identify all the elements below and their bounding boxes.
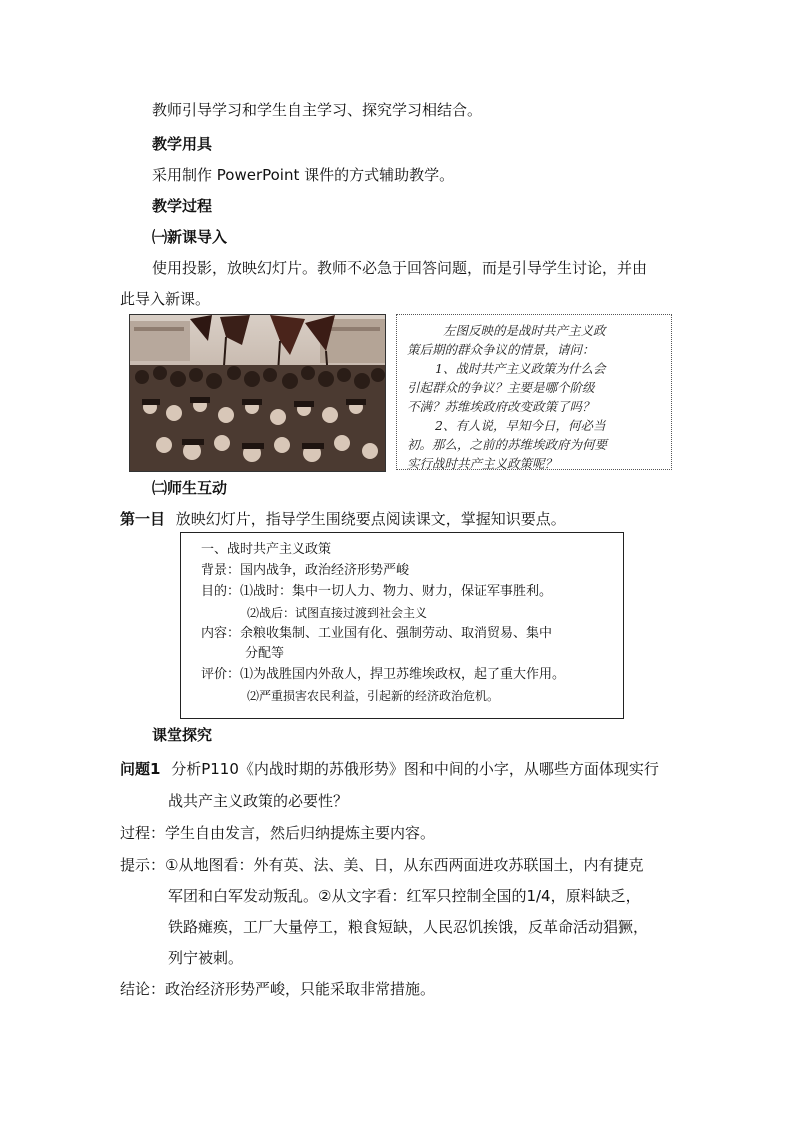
question-line-2: 策后期的群众争议的情景，请问： bbox=[407, 342, 595, 357]
section1-text-line1: 使用投影，放映幻灯片。教师不必急于回答问题，而是引导学生讨论，并由 bbox=[152, 259, 648, 277]
inquiry-hint-3: 铁路瘫痪，工厂大量停工，粮食短缺，人民忍饥挨饿，反革命活动猖獗， bbox=[168, 918, 649, 936]
notes-evaluation-1: 评价：⑴为战胜国内外敌人，捍卫苏维埃政权，起了重大作用。 bbox=[201, 667, 566, 682]
inquiry-hint-2: 军团和白军发动叛乱。②从文字看：红军只控制全国的1/4，原料缺乏， bbox=[168, 887, 641, 905]
section1-heading: ㈠新课导入 bbox=[152, 228, 228, 246]
crowd-photo-image bbox=[130, 315, 385, 471]
knowledge-points-box bbox=[180, 532, 624, 719]
tools-text: 采用制作 PowerPoint 课件的方式辅助教学。 bbox=[152, 166, 455, 184]
inquiry-question bbox=[120, 759, 659, 779]
inquiry-heading: 课堂探究 bbox=[152, 726, 213, 744]
notes-title: 一、战时共产主义政策 bbox=[201, 542, 332, 557]
inquiry-conclusion: 结论：政治经济形势严峻，只能采取非常措施。 bbox=[120, 980, 436, 998]
section2-item-label: 第一目 bbox=[120, 510, 166, 528]
notes-purpose-1: 目的：⑴战时：集中一切人力、物力、财力，保证军事胜利。 bbox=[201, 584, 553, 599]
question-line-6: 2、有人说，早知今日，何必当 bbox=[435, 418, 606, 433]
inquiry-hint-4: 列宁被刺。 bbox=[168, 949, 244, 967]
process-heading: 教学过程 bbox=[152, 197, 213, 215]
question-line-3: 1、战时共产主义政策为什么会 bbox=[435, 361, 606, 376]
inquiry-question-line2: 战共产主义政策的必要性？ bbox=[168, 792, 349, 810]
section2-item-text: 放映幻灯片，指导学生围绕要点阅读课文，掌握知识要点。 bbox=[175, 510, 566, 528]
question-line-1: 左图反映的是战时共产主义政 bbox=[443, 323, 606, 338]
notes-background: 背景：国内战争，政治经济形势严峻 bbox=[201, 563, 410, 578]
inquiry-hint-1: 提示：①从地图看：外有英、法、美、日，从东西两面进攻苏联国土，内有捷克 bbox=[120, 856, 644, 874]
notes-content-1: 内容：余粮收集制、工业国有化、强制劳动、取消贸易、集中 bbox=[201, 626, 553, 641]
tools-heading: 教学用具 bbox=[152, 135, 213, 153]
inquiry-question-label: 问题1 bbox=[120, 760, 161, 778]
question-line-4: 引起群众的争议？主要是哪个阶级 bbox=[407, 380, 595, 395]
inquiry-question-line1: 分析P110《内战时期的苏俄形势》图和中间的小字，从哪些方面体现实行 bbox=[171, 760, 659, 778]
inquiry-process: 过程：学生自由发言，然后归纳提炼主要内容。 bbox=[120, 824, 436, 842]
teaching-method-text: 教师引导学习和学生自主学习、探究学习相结合。 bbox=[152, 101, 483, 119]
question-line-8: 实行战时共产主义政策呢？ bbox=[407, 456, 558, 471]
section2-heading: ㈡师生互动 bbox=[152, 479, 228, 497]
notes-purpose-2: ⑵战后：试图直接过渡到社会主义 bbox=[247, 606, 428, 620]
question-line-5: 不满？苏维埃政府改变政策了吗？ bbox=[407, 399, 595, 414]
section2-item bbox=[120, 509, 566, 529]
notes-evaluation-2: ⑵严重损害农民利益，引起新的经济政治危机。 bbox=[247, 689, 500, 703]
section1-text-line2: 此导入新课。 bbox=[120, 290, 211, 308]
crowd-photo bbox=[129, 314, 386, 472]
question-line-7: 初。那么，之前的苏维埃政府为何要 bbox=[407, 437, 608, 452]
notes-content-2: 分配等 bbox=[245, 646, 285, 661]
discussion-question-box bbox=[396, 314, 672, 470]
